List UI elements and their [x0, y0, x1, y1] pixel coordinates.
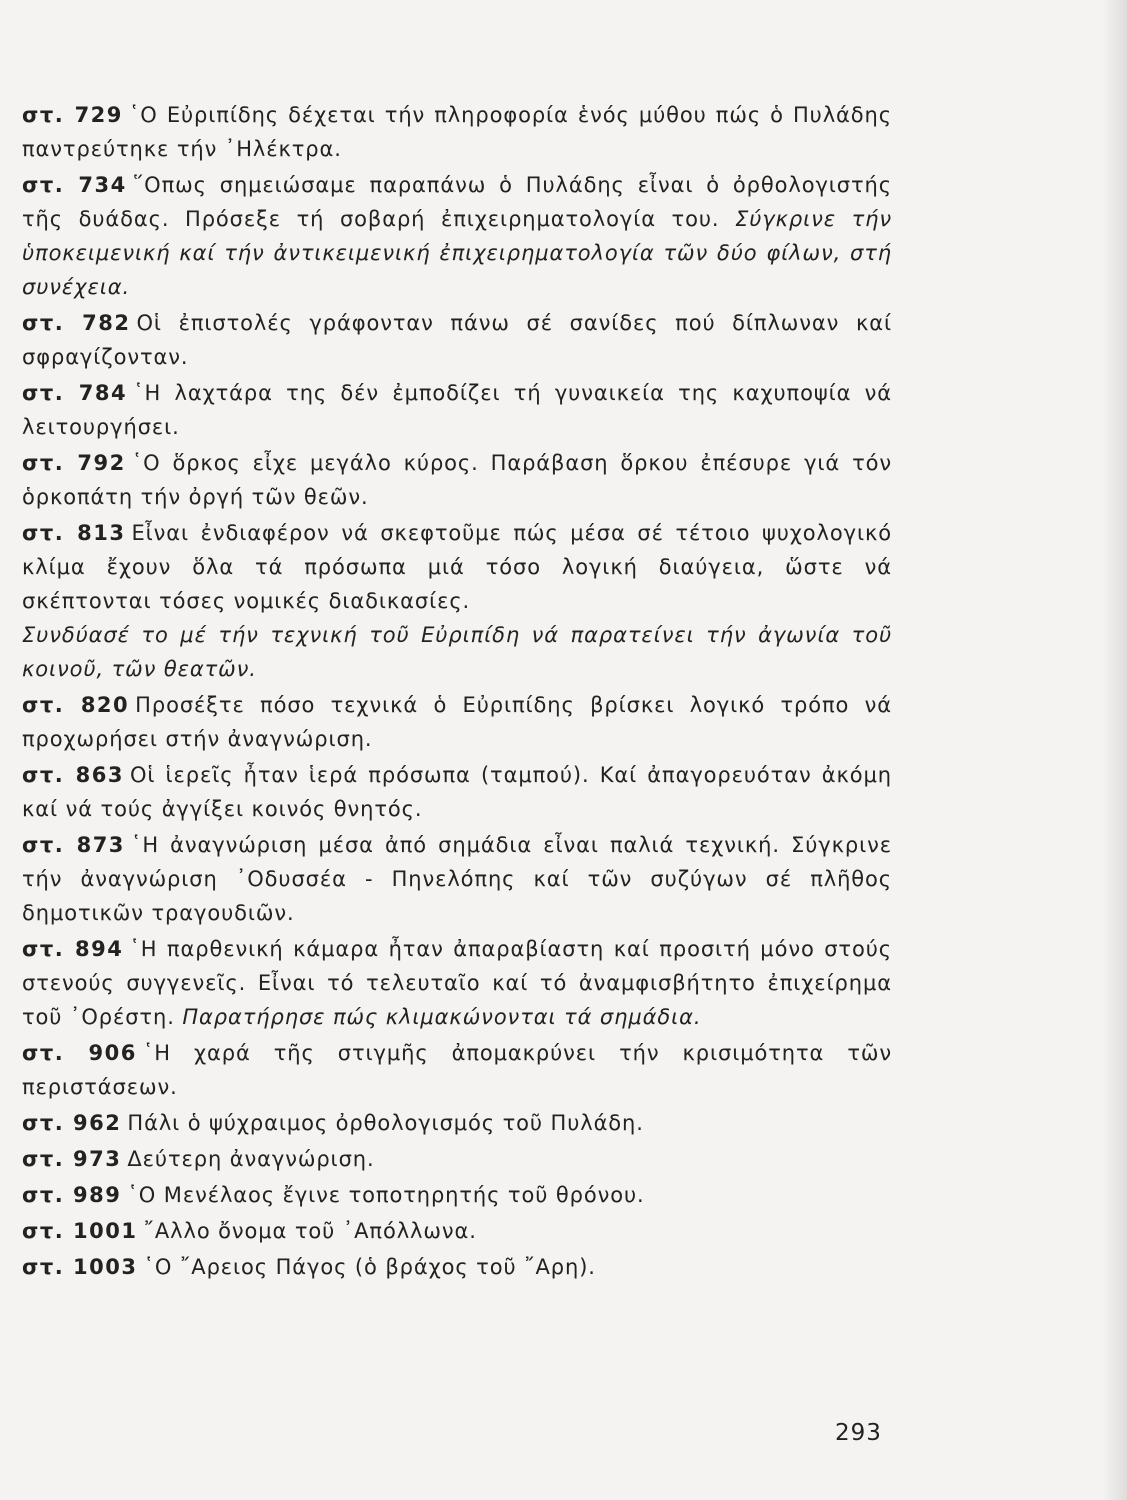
entry-text: ῾Η παρθενική κάμαρα ἦταν ἀπαραβίαστη καί προσιτή μόνο στούς στενούς συγγενεῖς. Εἶναι τό τελευταῖο καί τό ἀναμφισβήτητο ἐπιχείρημα τοῦ ᾿Ορέστη. — [22, 937, 892, 1029]
verse-reference: στ. 820 — [22, 693, 130, 717]
entry-729 — [22, 98, 892, 166]
verse-reference: στ. 1001 — [22, 1219, 138, 1243]
entry-text: ῾Ο Μενέλαος ἔγινε τοποτηρητής τοῦ θρόνου. — [127, 1183, 645, 1207]
entry-text: ῞Οπως σημειώσαμε παραπάνω ὁ Πυλάδης εἶναι ὁ ὀρθολογιστής τῆς δυάδας. Πρόσεξε τή σοβαρή ἐπιχειρηματολογία του. — [22, 173, 892, 231]
entry-text: Δεύτερη ἀναγνώριση. — [127, 1147, 375, 1171]
verse-reference: στ. 734 — [22, 173, 127, 197]
entry-782 — [22, 306, 892, 374]
verse-reference: στ. 1003 — [22, 1255, 138, 1279]
verse-reference: στ. 782 — [22, 311, 131, 335]
page-number: 293 — [835, 1420, 882, 1446]
entry-873 — [22, 828, 892, 930]
entry-973 — [22, 1142, 892, 1176]
entry-1001 — [22, 1214, 892, 1248]
entry-text: ῾Ο Εὐριπίδης δέχεται τήν πληροφορία ἑνός μύθου πώς ὁ Πυλάδης παντρεύτηκε τήν ᾿Ηλέκτρα. — [22, 103, 892, 161]
entry-962 — [22, 1106, 892, 1140]
entry-text: ῾Η ἀναγνώριση μέσα ἀπό σημάδια εἶναι παλιά τεχνική. Σύγκρινε τήν ἀναγνώριση ᾿Οδυσσέα - Πηνελόπης καί τῶν συζύγων σέ πλῆθος δημοτικῶν τραγουδιῶν. — [22, 833, 892, 925]
entry-894 — [22, 932, 892, 1034]
entry-text: Οἱ ἱερεῖς ἦταν ἱερά πρόσωπα (ταμπού). Καί ἀπαγορευόταν ἀκόμη καί νά τούς ἀγγίξει κοινός θνητός. — [22, 763, 892, 821]
entry-text: Εἶναι ἐνδιαφέρον νά σκεφτοῦμε πώς μέσα σέ τέτοιο ψυχολογικό κλίμα ἔχουν ὅλα τά πρόσωπα μιά τόσο λογική διαύγεια, ὥστε νά σκέπτονται τόσες νομικές διαδικασίες. — [22, 521, 892, 613]
verse-reference: στ. 973 — [22, 1147, 122, 1171]
verse-reference: στ. 906 — [22, 1041, 137, 1065]
entry-text: ῾Ο ὅρκος εἶχε μεγάλο κύρος. Παράβαση ὅρκου ἐπέσυρε γιά τόν ὁρκοπάτη τήν ὀργή τῶν θεῶν. — [22, 451, 892, 509]
entry-906 — [22, 1036, 892, 1104]
entry-784 — [22, 376, 892, 444]
entry-1003 — [22, 1250, 892, 1284]
entry-734 — [22, 168, 892, 304]
entry-863 — [22, 758, 892, 826]
entry-text: ῾Η λαχτάρα της δέν ἐμποδίζει τή γυναικεία της καχυποψία νά λειτουργήσει. — [22, 381, 892, 439]
entry-text: Οἱ ἐπιστολές γράφονταν πάνω σέ σανίδες πού δίπλωναν καί σφραγίζονταν. — [22, 311, 892, 369]
entry-792 — [22, 446, 892, 514]
entry-820 — [22, 688, 892, 756]
entry-text: ῾Ο ῎Αρειος Πάγος (ὁ βράχος τοῦ ῎Αρη). — [143, 1255, 596, 1279]
entry-text: Προσέξτε πόσο τεχνικά ὁ Εὐριπίδης βρίσκει λογικό τρόπο νά προχωρήσει στήν ἀναγνώριση. — [22, 693, 892, 751]
entry-989 — [22, 1178, 892, 1212]
verse-reference: στ. 989 — [22, 1183, 122, 1207]
verse-reference: στ. 873 — [22, 833, 125, 857]
entry-813 — [22, 516, 892, 686]
verse-reference: στ. 813 — [22, 521, 126, 545]
verse-reference: στ. 729 — [22, 103, 123, 127]
verse-reference: στ. 894 — [22, 937, 124, 961]
commentary-text — [22, 98, 892, 1286]
entry-text: Πάλι ὁ ψύχραιμος ὀρθολογισμός τοῦ Πυλάδη. — [127, 1111, 644, 1135]
verse-reference: στ. 962 — [22, 1111, 122, 1135]
verse-reference: στ. 792 — [22, 451, 126, 475]
verse-reference: στ. 784 — [22, 381, 128, 405]
entry-italic-note: Σύγκρινε τήν ὑποκειμενική καί τήν ἀντικειμενική ἐπιχειρηματολογία τῶν δύο φίλων, στή συνέχεια. — [22, 207, 892, 299]
scan-edge-shadow — [1103, 0, 1127, 1500]
verse-reference: στ. 863 — [22, 763, 124, 787]
entry-text: ῾Η χαρά τῆς στιγμῆς ἀπομακρύνει τήν κρισιμότητα τῶν περιστάσεων. — [22, 1041, 892, 1099]
entry-text: ῎Αλλο ὄνομα τοῦ ᾿Απόλλωνα. — [143, 1219, 477, 1243]
entry-italic-note: Παρατήρησε πώς κλιμακώνονται τά σημάδια. — [182, 1005, 702, 1029]
entry-italic-note: Συνδύασέ το μέ τήν τεχνική τοῦ Εὐριπίδη νά παρατείνει τήν ἀγωνία τοῦ κοινοῦ, τῶν θεατῶν. — [22, 623, 892, 681]
